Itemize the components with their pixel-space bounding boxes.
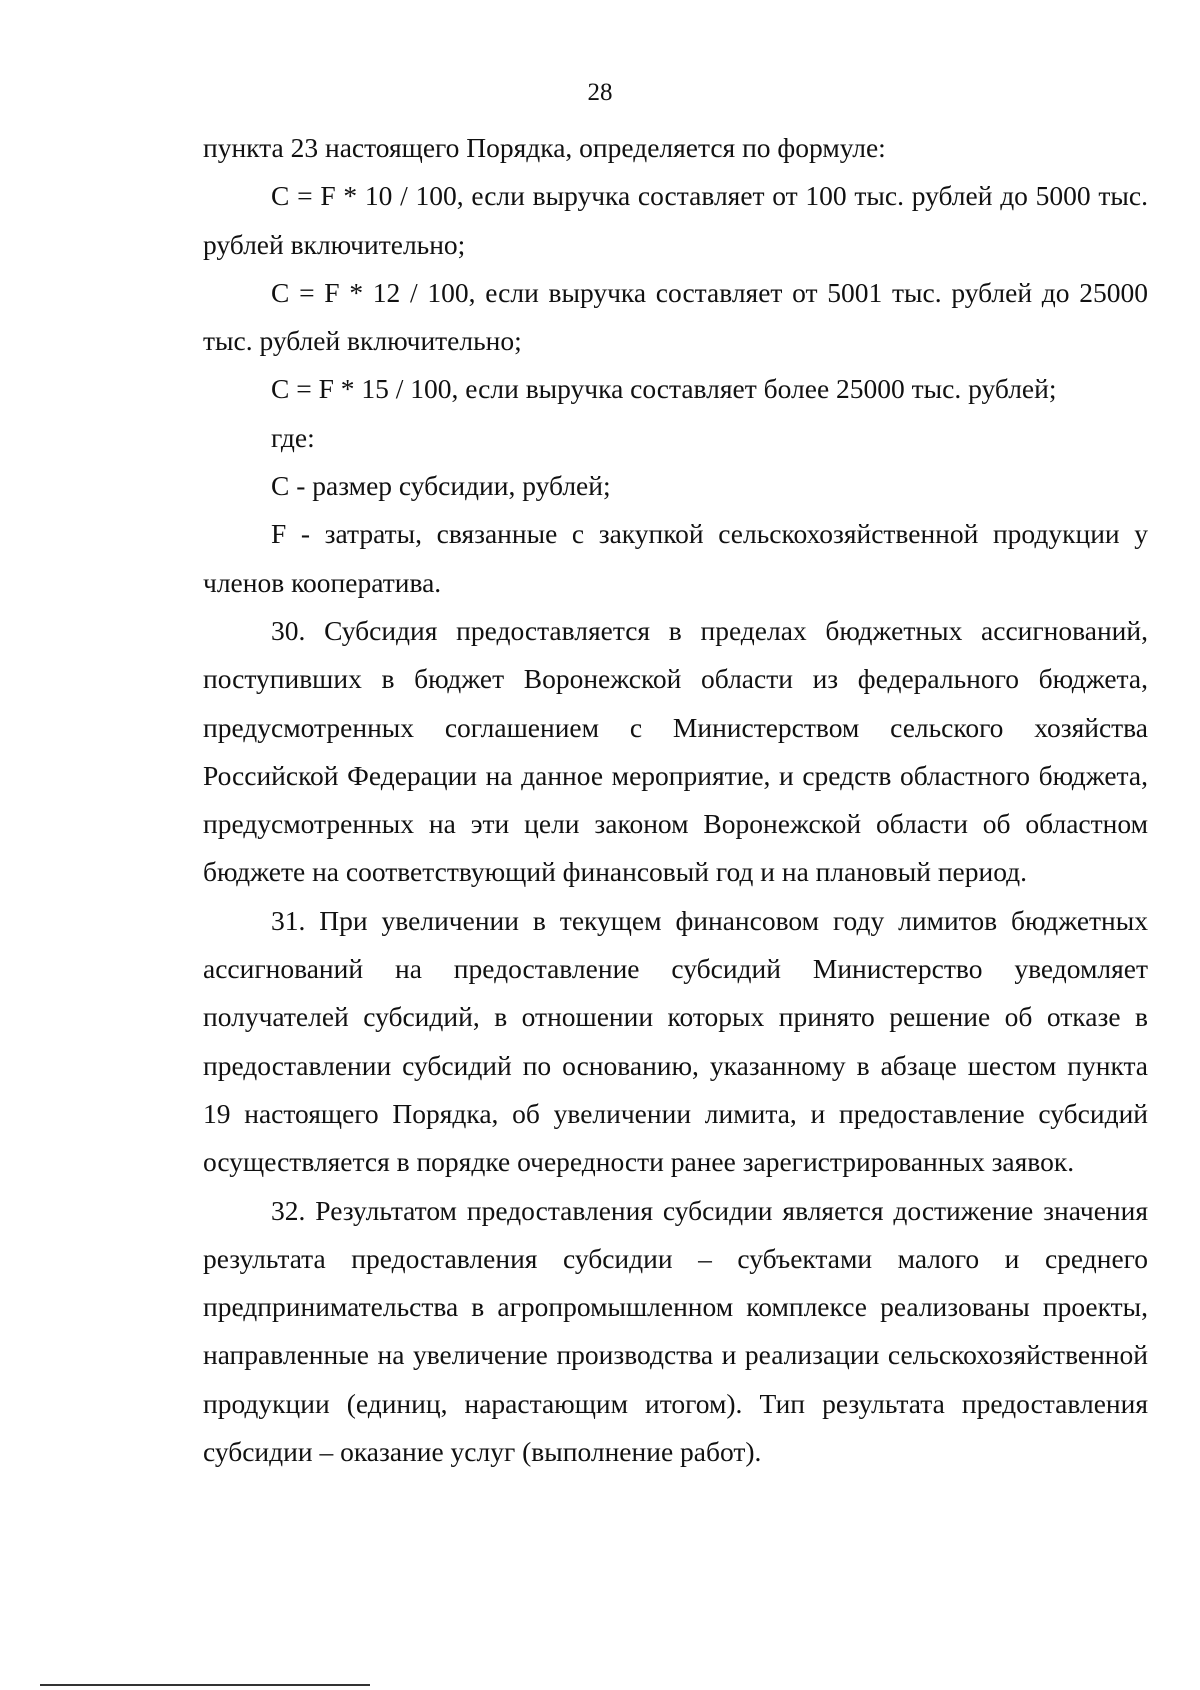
document-body: [203, 124, 1148, 1476]
paragraph-formula-1: С = F * 10 / 100, если выручка составляет от 100 тыс. рублей до 5000 тыс. рублей включительно;: [203, 180, 1148, 260]
paragraph-32: 32. Результатом предоставления субсидии является достижение значения результата предоставления субсидии – субъектами малого и среднего предпринимательства в агропромышленном комплексе реализованы проекты, направленные на увеличение производства и реализации сельскохозяйственной продукции (единиц, нарастающим итогом). Тип результата предоставления субсидии – оказание услуг (выполнение работ).: [203, 1194, 1148, 1468]
paragraph-formula-2: С = F * 12 / 100, если выручка составляет от 5001 тыс. рублей до 25000 тыс. рублей включительно;: [203, 276, 1148, 357]
paragraph-intro: пункта 23 настоящего Порядка, определяется по формуле:: [203, 132, 886, 163]
bottom-rule: [40, 1684, 370, 1686]
paragraph-31: 31. При увеличении в текущем финансовом году лимитов бюджетных ассигнований на предоставление субсидий Министерство уведомляет получателей субсидий, в отношении которых принято решение об отказе в предоставлении субсидий по основанию, указанному в абзаце шестом пункта 19 настоящего Порядка, об увеличении лимита, и предоставление субсидий осуществляется в порядке очередности ранее зарегистрированных заявок.: [203, 904, 1148, 1178]
paragraph-30: 30. Субсидия предоставляется в пределах бюджетных ассигнований, поступивших в бюджет Воронежской области из федерального бюджета, предусмотренных соглашением с Министерством сельского хозяйства Российской Федерации на данное мероприятие, и средств областного бюджета, предусмотренных на эти цели законом Воронежской области об областном бюджете на соответствующий финансовый год и на плановый период.: [203, 614, 1148, 888]
paragraph-definition-f: F - затраты, связанные с закупкой сельскохозяйственной продукции у членов кооператива.: [203, 518, 1148, 598]
paragraph-definition-c: С - размер субсидии, рублей;: [271, 470, 611, 502]
paragraph-where: где:: [271, 421, 315, 453]
page-number: 28: [587, 79, 613, 106]
paragraph-formula-3: С = F * 15 / 100, если выручка составляет более 25000 тыс. рублей;: [271, 373, 1057, 405]
